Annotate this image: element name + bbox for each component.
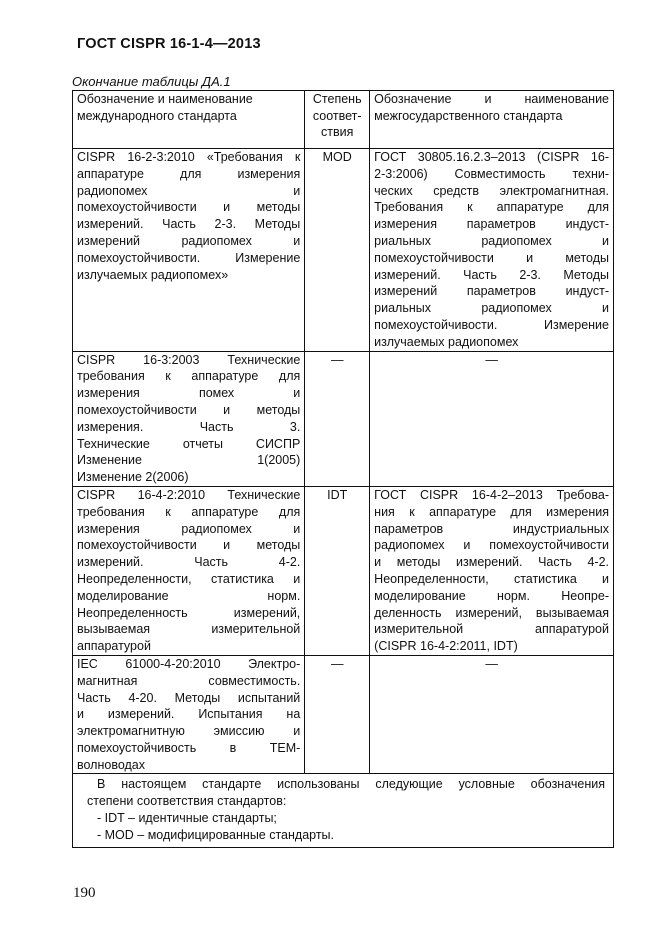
degree-cell: — [305, 351, 370, 486]
cell-line: Неопределенности, статистика и [77, 571, 301, 586]
cell-line: Часть 4-20. Методы испытаний [77, 690, 301, 705]
cell-line: требования к аппаратуре для [77, 504, 301, 519]
cell-line: ния к аппаратуре для измерения [374, 504, 609, 519]
interstate-standard-cell [370, 149, 614, 352]
cell-line: Изменение 2(2006) [77, 470, 189, 485]
cell-line: электромагнитную эмиссию и [77, 724, 301, 739]
cell-line: — [485, 656, 498, 671]
page-number: 190 [73, 885, 96, 901]
cell-line: требования к аппаратуре для [77, 369, 301, 384]
cell-line: международного стандарта [77, 108, 237, 123]
header-interstate-standard [370, 91, 614, 149]
international-standard-cell [73, 351, 305, 486]
cell-line: CISPR 16-2-3:2010 «Требования к [77, 150, 301, 164]
cell-line: Обозначение и наименование [77, 92, 253, 106]
table-note [73, 774, 614, 847]
note-text: степени соответствия стандартов: [87, 794, 287, 809]
table-caption: Окончание таблицы ДА.1 [72, 74, 231, 89]
cell-line: Неопределенности, статистика и [374, 571, 609, 586]
cell-line: измерительной аппаратурой [374, 622, 609, 637]
cell-line: риальных радиопомех и [374, 233, 609, 248]
cell-line: измерений. Часть 2-3. Методы [77, 217, 301, 232]
cell-line: — [485, 352, 498, 367]
cell-line: моделирование норм. Неопре- [374, 588, 609, 603]
table-header-row [73, 91, 614, 149]
note-list-item: - IDT – идентичные стандарты; [97, 811, 277, 826]
cell-line: помехоустойчивости и методы [77, 538, 301, 553]
international-standard-cell [73, 149, 305, 352]
cell-line: Изменение 1(2005) [77, 453, 301, 468]
table-row [73, 149, 614, 352]
cell-line: аппаратуре для измерения [77, 166, 301, 181]
cell-line: вызываемая измерительной [77, 622, 301, 637]
cell-line: Требования к аппаратуре для [374, 200, 609, 215]
cell-line: помехоустойчивости и методы [77, 200, 301, 215]
cell-line: ГОСТ 30805.16.2.3–2013 (CISPR 16- [374, 150, 609, 164]
cell-line: радиопомех и [77, 183, 301, 198]
cell-line: 2-3:2006) Совместимость техни- [374, 166, 609, 181]
cell-line: помехоустойчивости. Измерение [374, 317, 609, 332]
cell-line: помехоустойчивость в ТЕМ- [77, 740, 301, 755]
table-row [73, 351, 614, 486]
header-degree-of-correspondence [305, 91, 370, 149]
cell-line: радиопомех и помехоустойчивости [374, 538, 609, 553]
cell-line: измерений радиопомех и [77, 233, 301, 248]
cell-line: IEC 61000-4-20:2010 Электро- [77, 656, 301, 671]
cell-line: межгосударственного стандарта [374, 108, 563, 123]
document-header: ГОСТ CISPR 16-1-4—2013 [77, 36, 261, 52]
international-standard-cell [73, 655, 305, 774]
table-row [73, 486, 614, 655]
correspondence-table [72, 90, 614, 848]
cell-line: CISPR 16-3:2003 Технические [77, 352, 301, 367]
international-standard-cell [73, 486, 305, 655]
cell-line: и методы измерений. Часть 4-2. [374, 555, 609, 570]
degree-cell: MOD [305, 149, 370, 352]
cell-line: волноводах [77, 757, 145, 772]
cell-line: помехоустойчивости и методы [77, 402, 301, 417]
interstate-standard-cell [370, 351, 614, 486]
interstate-standard-cell [370, 655, 614, 774]
cell-line: ГОСТ CISPR 16-4-2–2013 Требова- [374, 487, 609, 502]
cell-line: помехоустойчивости и методы [374, 250, 609, 265]
cell-line: риальных радиопомех и [374, 301, 609, 316]
cell-line: излучаемых радиопомех [374, 334, 519, 349]
cell-line: CISPR 16-4-2:2010 Технические [77, 487, 301, 502]
cell-line: магнитная совместимость. [77, 673, 301, 688]
interstate-standard-cell [370, 486, 614, 655]
table-row [73, 655, 614, 774]
cell-line: излучаемых радиопомех» [77, 267, 229, 282]
cell-line: аппаратурой [77, 639, 151, 654]
cell-line: ствия [321, 125, 354, 139]
degree-cell: — [305, 655, 370, 774]
cell-line: и измерений. Испытания на [77, 707, 301, 722]
cell-line: помехоустойчивости. Измерение [77, 250, 301, 265]
degree-cell: IDT [305, 486, 370, 655]
cell-line: (CISPR 16-4-2:2011, IDT) [374, 639, 518, 654]
cell-line: параметров индустриальных [374, 521, 609, 536]
table-note-row [73, 774, 614, 847]
cell-line: измерения. Часть 3. [77, 419, 301, 434]
cell-line: Степень [312, 92, 362, 106]
cell-line: измерения радиопомех и [77, 521, 301, 536]
note-list-item: - MOD – модифицированные стандарты. [97, 827, 335, 842]
cell-line: измерений. Часть 2-3. Методы [374, 267, 609, 282]
cell-line: ческих средств электромагнитная. [374, 183, 609, 198]
cell-line: измерений параметров индуст- [374, 284, 609, 299]
cell-line: Технические отчеты СИСПР [77, 436, 301, 451]
cell-line: измерений. Часть 4-2. [77, 555, 301, 570]
cell-line: деленность измерений, вызываемая [374, 605, 609, 620]
cell-line: измерения помех и [77, 386, 301, 401]
cell-line: Неопределенность измерений, [77, 605, 301, 620]
cell-line: Обозначение и наименование [374, 92, 609, 106]
cell-line: моделирование норм. [77, 588, 301, 603]
header-international-standard [73, 91, 305, 149]
note-text: В настоящем стандарте использованы следующие условные обозначения [97, 777, 605, 792]
cell-line: измерения параметров индуст- [374, 217, 609, 232]
cell-line: соответ- [312, 108, 362, 123]
